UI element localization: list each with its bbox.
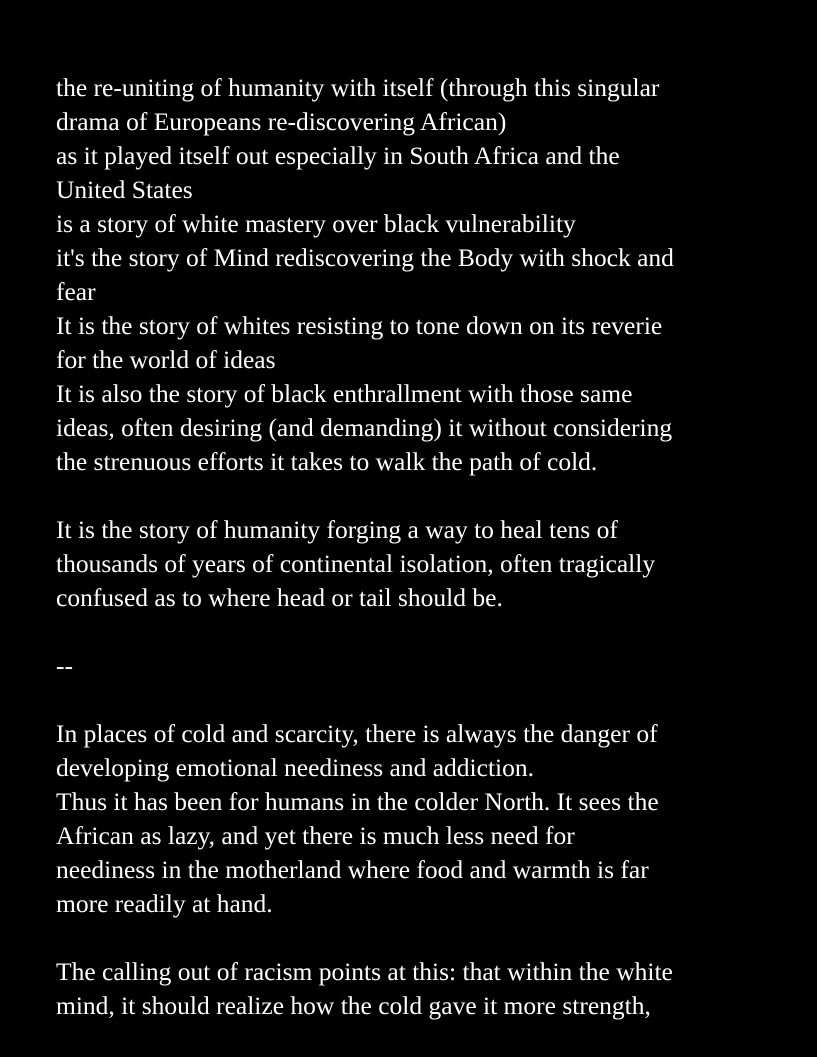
text-line: mind, it should realize how the cold gave it more strength, xyxy=(56,991,651,1020)
section-divider: -- xyxy=(56,651,73,680)
text-line: fear xyxy=(56,277,96,306)
text-line: United States xyxy=(56,175,193,204)
blank-line xyxy=(56,479,796,513)
blank-line xyxy=(56,921,796,955)
text-line: ideas, often desiring (and demanding) it without considering xyxy=(56,413,673,442)
text-line: It is the story of whites resisting to tone down on its reverie xyxy=(56,311,663,340)
text-line: as it played itself out especially in South Africa and the xyxy=(56,141,620,170)
text-line: developing emotional neediness and addiction. xyxy=(56,753,535,782)
text-line: for the world of ideas xyxy=(56,345,276,374)
text-line: It is the story of humanity forging a way to heal tens of xyxy=(56,515,618,544)
text-line: it's the story of Mind rediscovering the Body with shock and xyxy=(56,243,674,272)
text-line: more readily at hand. xyxy=(56,889,273,918)
blank-line xyxy=(56,683,796,717)
text-line: the re-uniting of humanity with itself (through this singular xyxy=(56,73,660,102)
text-line: The calling out of racism points at this: that within the white xyxy=(56,957,673,986)
text-line: confused as to where head or tail should be. xyxy=(56,583,503,612)
text-line: It is also the story of black enthrallment with those same xyxy=(56,379,633,408)
document-text xyxy=(56,71,796,1023)
text-line: Thus it has been for humans in the colder North. It sees the xyxy=(56,787,659,816)
text-line: thousands of years of continental isolation, often tragically xyxy=(56,549,656,578)
text-line: African as lazy, and yet there is much less need for xyxy=(56,821,575,850)
text-line: neediness in the motherland where food and warmth is far xyxy=(56,855,649,884)
text-line: In places of cold and scarcity, there is always the danger of xyxy=(56,719,658,748)
text-line: is a story of white mastery over black vulnerability xyxy=(56,209,576,238)
text-line: the strenuous efforts it takes to walk the path of cold. xyxy=(56,447,598,476)
blank-line xyxy=(56,615,796,649)
text-line: drama of Europeans re-discovering African) xyxy=(56,107,507,136)
